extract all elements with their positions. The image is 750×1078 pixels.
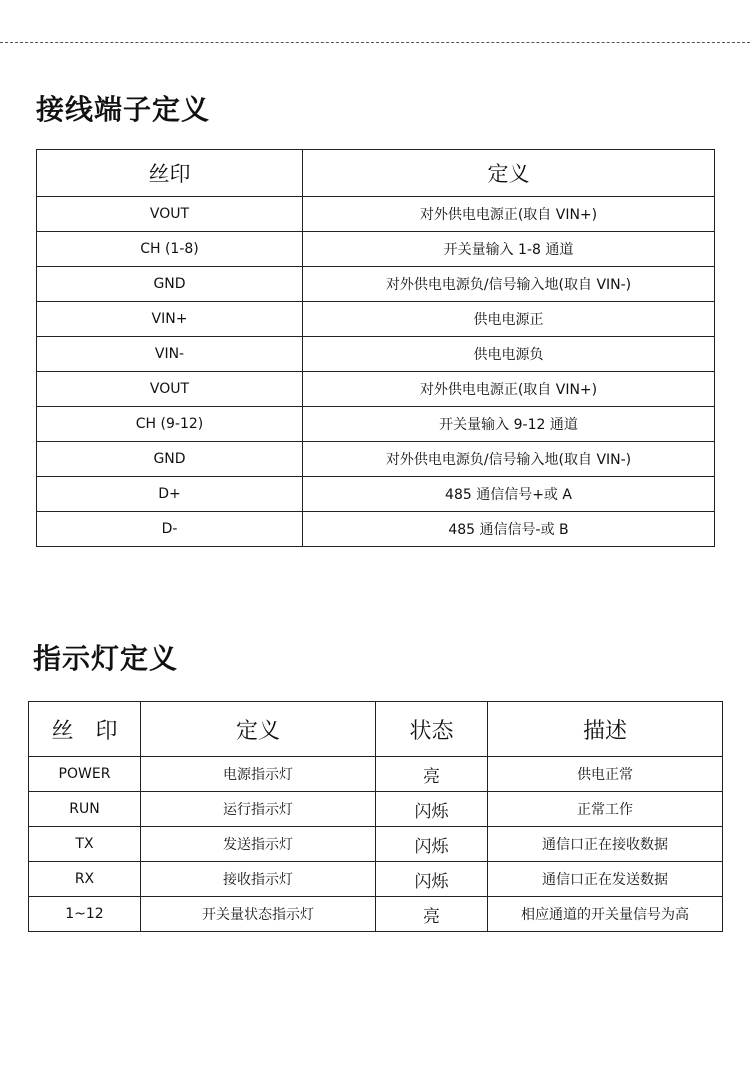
indicator-definition-table [28, 701, 723, 932]
cell-silkscreen: VIN- [37, 337, 303, 372]
table-row [29, 827, 723, 862]
cell-definition: 对外供电电源正(取自 VIN+) [303, 197, 715, 232]
cell-silkscreen: GND [37, 442, 303, 477]
cell-definition: 运行指示灯 [141, 792, 376, 827]
table-row [37, 512, 715, 547]
table-row [37, 232, 715, 267]
cell-definition: 供电电源正 [303, 302, 715, 337]
terminal-section-title: 接线端子定义 [36, 93, 211, 126]
cell-definition: 对外供电电源负/信号输入地(取自 VIN-) [303, 442, 715, 477]
header-description: 描述 [488, 702, 723, 757]
header-state: 状态 [376, 702, 488, 757]
cell-description: 通信口正在接收数据 [488, 827, 723, 862]
table-row [29, 792, 723, 827]
cell-state: 闪烁 [376, 792, 488, 827]
cell-definition: 开关量状态指示灯 [141, 897, 376, 932]
indicator-section-title: 指示灯定义 [33, 642, 179, 675]
cell-description: 正常工作 [488, 792, 723, 827]
table-row [29, 757, 723, 792]
cell-silkscreen: D+ [37, 477, 303, 512]
header-definition: 定义 [141, 702, 376, 757]
cell-definition: 对外供电电源正(取自 VIN+) [303, 372, 715, 407]
cell-state: 亮 [376, 897, 488, 932]
table-row [37, 337, 715, 372]
cell-definition: 供电电源负 [303, 337, 715, 372]
header-silkscreen: 丝 印 [29, 702, 141, 757]
table-header-row [37, 150, 715, 197]
table-row [37, 197, 715, 232]
table-row [29, 897, 723, 932]
cell-silkscreen: CH (9-12) [37, 407, 303, 442]
table-row [37, 267, 715, 302]
table-row [29, 862, 723, 897]
cell-state: 闪烁 [376, 827, 488, 862]
cell-definition: 开关量输入 1-8 通道 [303, 232, 715, 267]
cell-silkscreen: RX [29, 862, 141, 897]
table-row [37, 442, 715, 477]
cell-silkscreen: VOUT [37, 197, 303, 232]
table-header-row [29, 702, 723, 757]
dashed-separator [0, 42, 750, 43]
cell-silkscreen: RUN [29, 792, 141, 827]
table-row [37, 302, 715, 337]
cell-silkscreen: VOUT [37, 372, 303, 407]
cell-definition: 485 通信信号+或 A [303, 477, 715, 512]
cell-definition: 电源指示灯 [141, 757, 376, 792]
cell-definition: 开关量输入 9-12 通道 [303, 407, 715, 442]
header-definition: 定义 [303, 150, 715, 197]
cell-silkscreen: TX [29, 827, 141, 862]
table-row [37, 477, 715, 512]
header-silkscreen: 丝印 [37, 150, 303, 197]
terminal-definition-table [36, 149, 715, 547]
cell-description: 供电正常 [488, 757, 723, 792]
cell-silkscreen: CH (1-8) [37, 232, 303, 267]
table-row [37, 407, 715, 442]
cell-description: 相应通道的开关量信号为高 [488, 897, 723, 932]
cell-silkscreen: GND [37, 267, 303, 302]
cell-definition: 对外供电电源负/信号输入地(取自 VIN-) [303, 267, 715, 302]
cell-definition: 485 通信信号-或 B [303, 512, 715, 547]
cell-silkscreen: POWER [29, 757, 141, 792]
cell-silkscreen: VIN+ [37, 302, 303, 337]
cell-silkscreen: D- [37, 512, 303, 547]
cell-definition: 发送指示灯 [141, 827, 376, 862]
cell-silkscreen: 1~12 [29, 897, 141, 932]
cell-definition: 接收指示灯 [141, 862, 376, 897]
cell-state: 闪烁 [376, 862, 488, 897]
cell-description: 通信口正在发送数据 [488, 862, 723, 897]
table-row [37, 372, 715, 407]
cell-state: 亮 [376, 757, 488, 792]
